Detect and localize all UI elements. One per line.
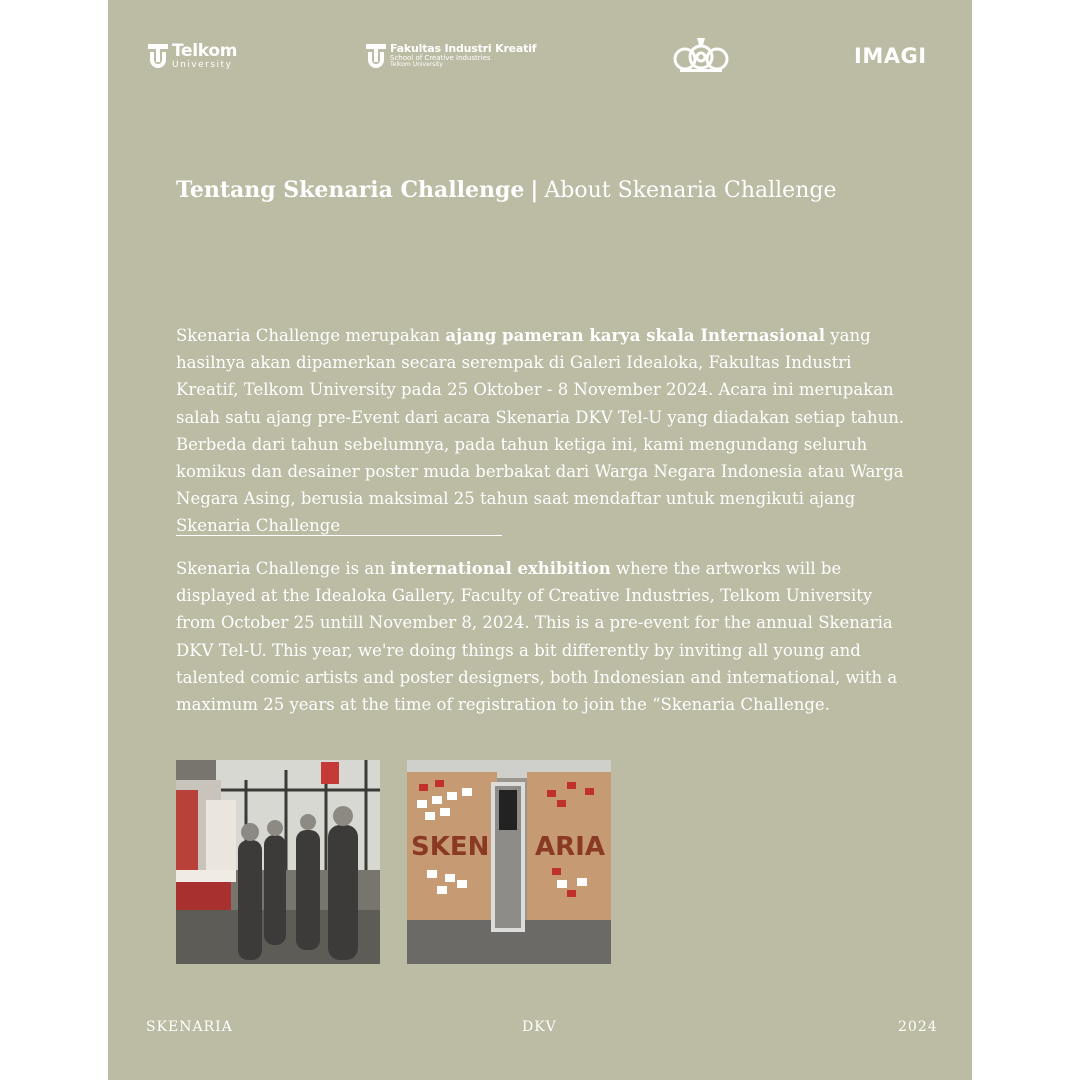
telkom-university-logo bbox=[148, 36, 237, 76]
wall-text-right: ARIA bbox=[535, 832, 605, 862]
imagi-logo: IMAGI bbox=[854, 44, 927, 68]
para-id-text-1: Skenaria Challenge merupakan bbox=[176, 326, 446, 345]
description-indonesian bbox=[176, 322, 916, 540]
logo-bar bbox=[108, 36, 972, 76]
poster-page bbox=[108, 0, 972, 1080]
footer-year: 2024 bbox=[898, 1019, 938, 1035]
page-title bbox=[176, 172, 936, 209]
skenaria-wall-photo bbox=[407, 760, 611, 964]
telkom-logo-line2: University bbox=[172, 59, 233, 70]
para-id-highlight: ajang pameran karya skala Internasional bbox=[445, 326, 826, 345]
section-divider bbox=[176, 535, 502, 536]
footer-skenaria: SKENARIA bbox=[146, 1019, 233, 1035]
description-english bbox=[176, 555, 916, 718]
dkv-emblem-icon bbox=[672, 36, 730, 76]
telkom-logo-line1: Telkom bbox=[172, 40, 238, 61]
para-en-text-1: Skenaria Challenge is an bbox=[176, 559, 391, 578]
title-english: About Skenaria Challenge bbox=[544, 178, 837, 203]
wall-text-left: SKEN bbox=[411, 832, 490, 862]
fik-logo-line1: Fakultas Industri Kreatif bbox=[390, 42, 537, 56]
exhibition-crowd-photo bbox=[176, 760, 380, 964]
para-en-highlight: international exhibition bbox=[390, 559, 611, 578]
title-indonesian: Tentang Skenaria Challenge bbox=[176, 177, 525, 203]
title-separator: | bbox=[530, 177, 539, 203]
footer-dkv: DKV bbox=[522, 1019, 557, 1035]
telkom-t-icon bbox=[148, 42, 168, 70]
fik-logo-line2: School of Creative Industries bbox=[390, 53, 491, 62]
fik-t-icon bbox=[366, 42, 386, 70]
para-en-text-2: where the artworks will be displayed at the Idealoka Gallery, Faculty of Creative Industries, Telkom University from October 25 untill November 8, 2024. This is a pre-event for the annual Skenaria DKV Tel-U. This year, we're doing things a bit differently by inviting all young and talented comic artists and poster designers, both Indonesian and international, with a maximum 25 years at the time of registration to join the “Skenaria Challenge. bbox=[176, 559, 898, 715]
para-id-text-2: yang hasilnya akan dipamerkan secara serempak di Galeri Idealoka, Fakultas Industri Kreatif, Telkom University pada 25 Oktober - 8 November 2024. Acara ini merupakan salah satu ajang pre-Event dari acara Skenaria DKV Tel-U yang diadakan setiap tahun. Berbeda dari tahun sebelumnya, pada tahun ketiga ini, kami mengundang seluruh komikus dan desainer poster muda berbakat dari Warga Negara Indonesia atau Warga Negara Asing, berusia maksimal 25 tahun saat mendaftar untuk mengikuti ajang Skenaria Challenge bbox=[176, 326, 905, 536]
fik-logo-line3: Telkom University bbox=[390, 61, 443, 69]
fik-logo bbox=[366, 36, 536, 76]
